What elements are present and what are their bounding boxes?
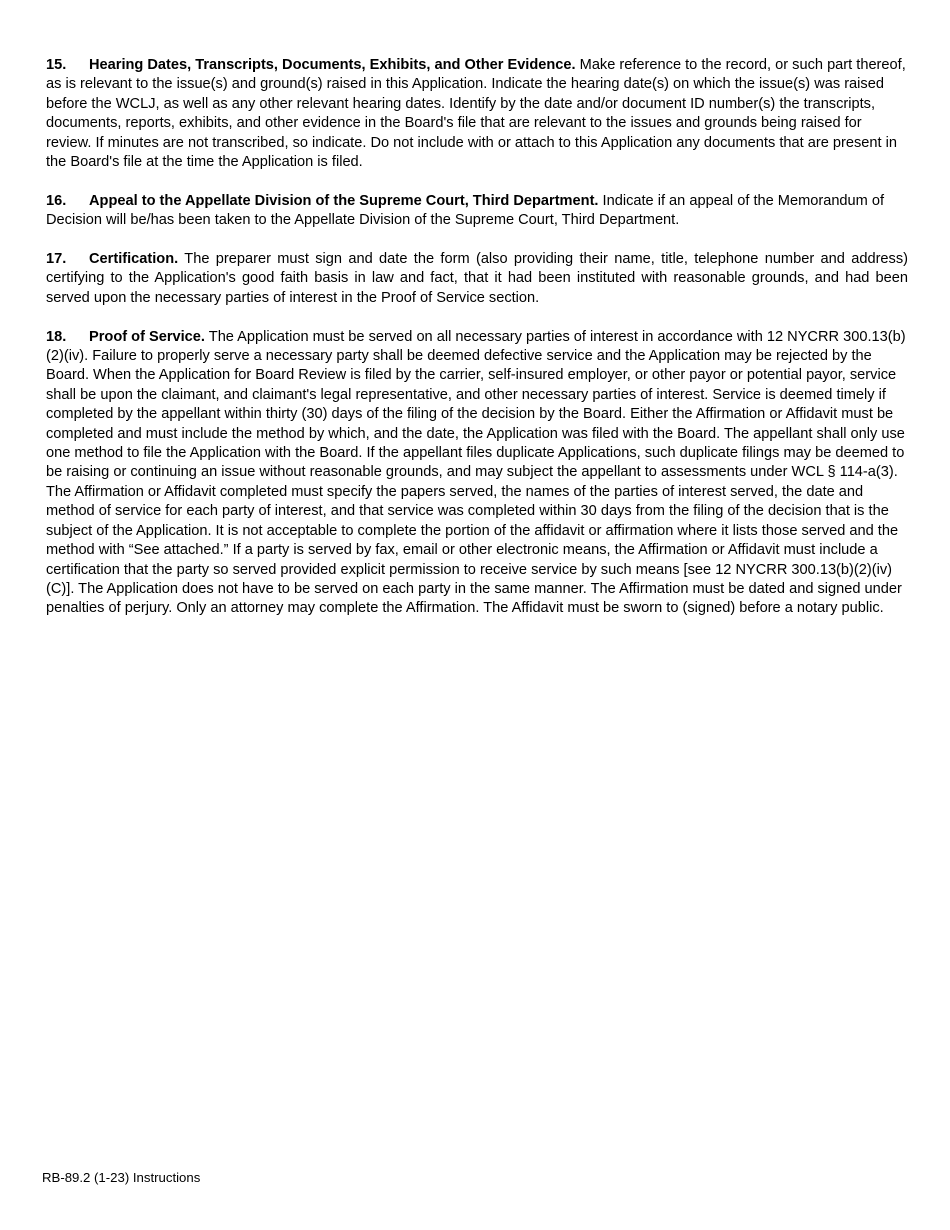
section-number: 17. bbox=[46, 251, 67, 268]
form-footer-id: RB-89.2 (1-23) Instructions bbox=[42, 1170, 201, 1185]
section-number: 16. bbox=[46, 192, 67, 209]
section-heading: Certification. bbox=[89, 251, 179, 268]
section-16 bbox=[46, 192, 908, 231]
section-heading: Proof of Service. bbox=[89, 328, 205, 345]
section-17 bbox=[46, 250, 908, 308]
section-heading: Appeal to the Appellate Division of the Supreme Court, Third Department. bbox=[89, 192, 599, 209]
section-body: Make reference to the record, or such part thereof, as is relevant to the issue(s) and ground(s) raised in this Application. Indicate the hearing date(s) on which the issue(s) was raised before the WCLJ, as well as any other relevant hearing dates. Identify by the date and/or document ID number(s) the transcripts, documents, reports, exhibits, and other evidence in the Board's file that are relevant to the issues and grounds being raised for review. If minutes are not transcribed, so indicate. Do not include with or attach to this Application any documents that are present in the Board's file at the time the Application is filed. bbox=[46, 57, 906, 171]
section-body: The preparer must sign and date the form (also providing their name, title, telephone number and address) certifying to the Application's good faith basis in law and fact, that it had been instituted with reasonable grounds, and had been served upon the necessary parties of interest in the Proof of Service section. bbox=[46, 251, 908, 306]
instructions-content bbox=[46, 56, 908, 638]
section-body: Indicate if an appeal of the Memorandum of Decision will be/has been taken to the Appellate Division of the Supreme Court, Third Department. bbox=[46, 192, 885, 229]
section-number: 18. bbox=[46, 328, 67, 345]
section-body: The Application must be served on all necessary parties of interest in accordance with 12 NYCRR 300.13(b)(2)(iv). Failure to properly serve a necessary party shall be deemed defective service and the Application may be rejected by the Board. When the Application for Board Review is filed by the carrier, self-insured employer, or other payor or potential payor, service shall be upon the claimant, and claimant's legal representative, and other necessary parties of interest. Service is deemed timely if completed by the appellant within thirty (30) days of the filing of the decision by the Board. Either the Affirmation or Affidavit must be completed and must include the method by which, and the date, the Application was filed with the Board. The appellant shall only use one method to file the Application with the Board. If the appellant files duplicate Applications, such duplicate filings may be deemed to be raising or continuing an issue without reasonable grounds, and may subject the appellant to assessments under WCL § 114-a(3). The Affirmation or Affidavit completed must specify the papers served, the names of the parties of interest served, the date and method of service for each party of interest, and that service was completed within 30 days from the filing of the decision that is the subject of the Application. It is not acceptable to complete the portion of the affidavit or affirmation where it lists those served and the method with “See attached.” If a party is served by fax, email or other electronic means, the Affirmation or Affidavit must include a certification that the party so served provided explicit permission to receive service by such means [see 12 NYCRR 300.13(b)(2)(iv)(C)]. The Application does not have to be served on each party in the same manner. The Affirmation must be dated and signed under penalties of perjury. Only an attorney may complete the Affirmation. The Affidavit must be sworn to (signed) before a notary public. bbox=[46, 328, 906, 617]
section-number: 15. bbox=[46, 57, 67, 73]
section-18 bbox=[46, 328, 908, 619]
section-15 bbox=[46, 56, 908, 172]
section-heading: Hearing Dates, Transcripts, Documents, Exhibits, and Other Evidence. bbox=[89, 57, 576, 73]
